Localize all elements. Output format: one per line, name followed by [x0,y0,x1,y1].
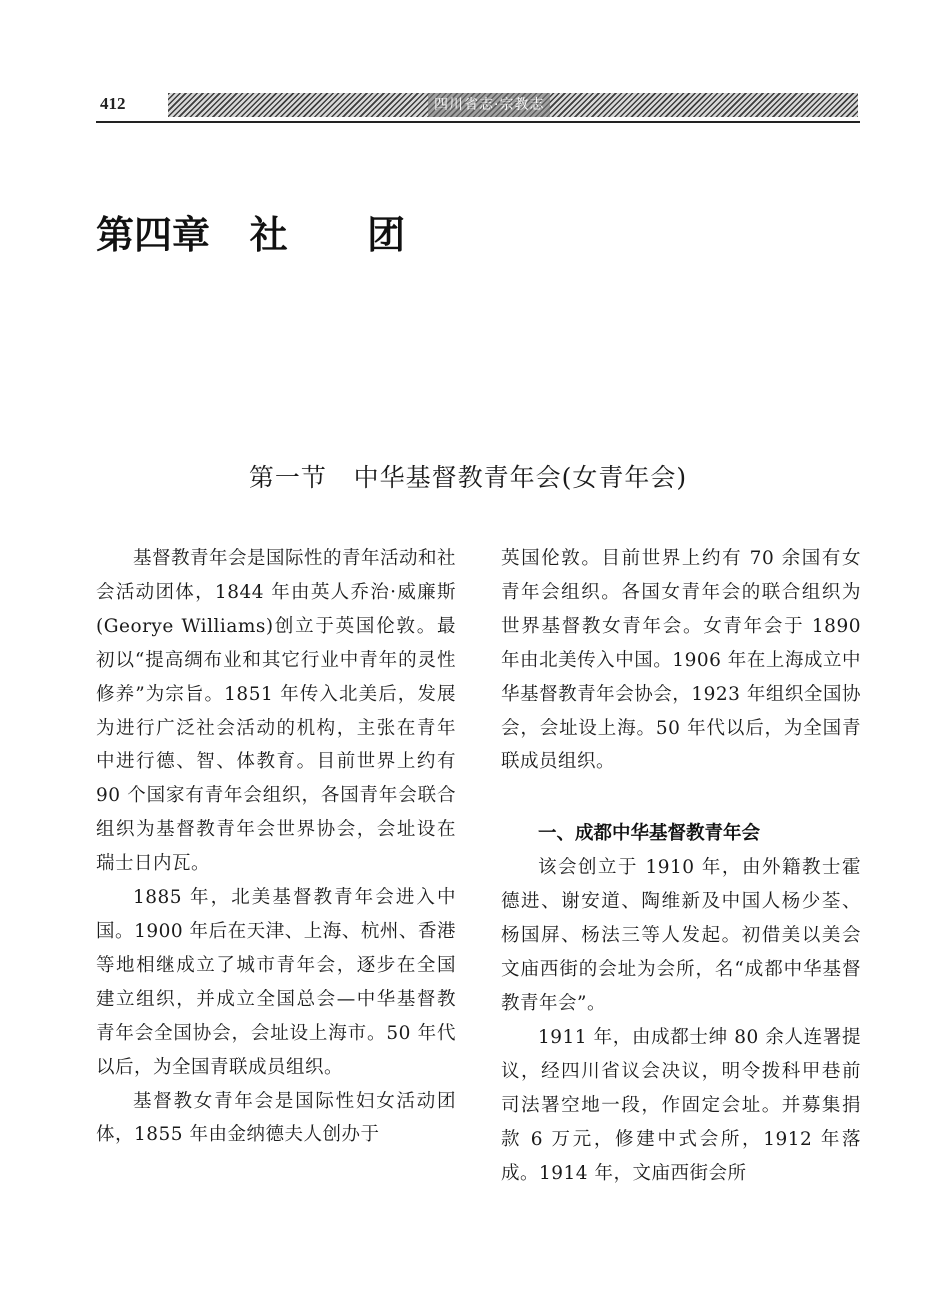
running-header [96,90,860,124]
header-rule [96,121,860,123]
body-paragraph: 基督教青年会是国际性的青年活动和社会活动团体，1844 年由英人乔治·威廉斯(Georye Williams)创立于英国伦敦。最初以“提高绸布业和其它行业中青年的灵性修养”为宗旨。1851 年传入北美后，发展为进行广泛社会活动的机构，主张在青年中进行德、智、体教育。目前世界上约有 90 个国家有青年会组织，各国青年会联合组织为基督教青年会世界协会，会址设在瑞士日内瓦。 [96,548,457,875]
section-title: 第一节 中华基督教青年会(女青年会) [248,463,688,492]
body-paragraph-continuation: 英国伦敦。目前世界上约有 70 余国有女青年会组织。各国女青年会的联合组织为世界基督教女青年会。女青年会于 1890 年由北美传入中国。1906 年在上海成立中华基督教青年会协会，1923 年组织全国协会，会址设上海。50 年代以后，为全国青联成员组织。 [501,548,861,773]
header-band [168,93,858,117]
spacer [501,779,861,817]
body-paragraph: 1885 年，北美基督教青年会进入中国。1900 年后在天津、上海、杭州、香港等地相继成立了城市青年会，逐步在全国建立组织，并成立全国总会—中华基督教青年会全国协会，会址设上海市。50 年代以后，为全国青联成员组织。 [96,887,456,1078]
body-paragraph: 1911 年，由成都士绅 80 余人连署提议，经四川省议会决议，明令拨科甲巷前司法署空地一段，作固定会址。并募集捐款 6 万元，修建中式会所，1912 年落成。1914 年，文庙西街会所 [501,1026,861,1184]
right-column [501,542,861,1190]
left-column [96,542,456,1152]
body-paragraph: 基督教女青年会是国际性妇女活动团体，1855 年由金纳德夫人创办于 [96,1090,456,1146]
chapter-title: 第四章 社 团 [96,213,406,257]
running-title: 四川省志·宗教志 [428,93,550,117]
subsection-title: 一、成都中华基督教青年会 [538,823,761,845]
page-number: 412 [100,94,126,113]
body-paragraph: 该会创立于 1910 年，由外籍教士霍德进、谢安道、陶维新及中国人杨少荃、杨国屏、杨法三等人发起。初借美以美会文庙西街的会址为会所，名“成都中华基督教青年会”。 [501,857,861,1014]
